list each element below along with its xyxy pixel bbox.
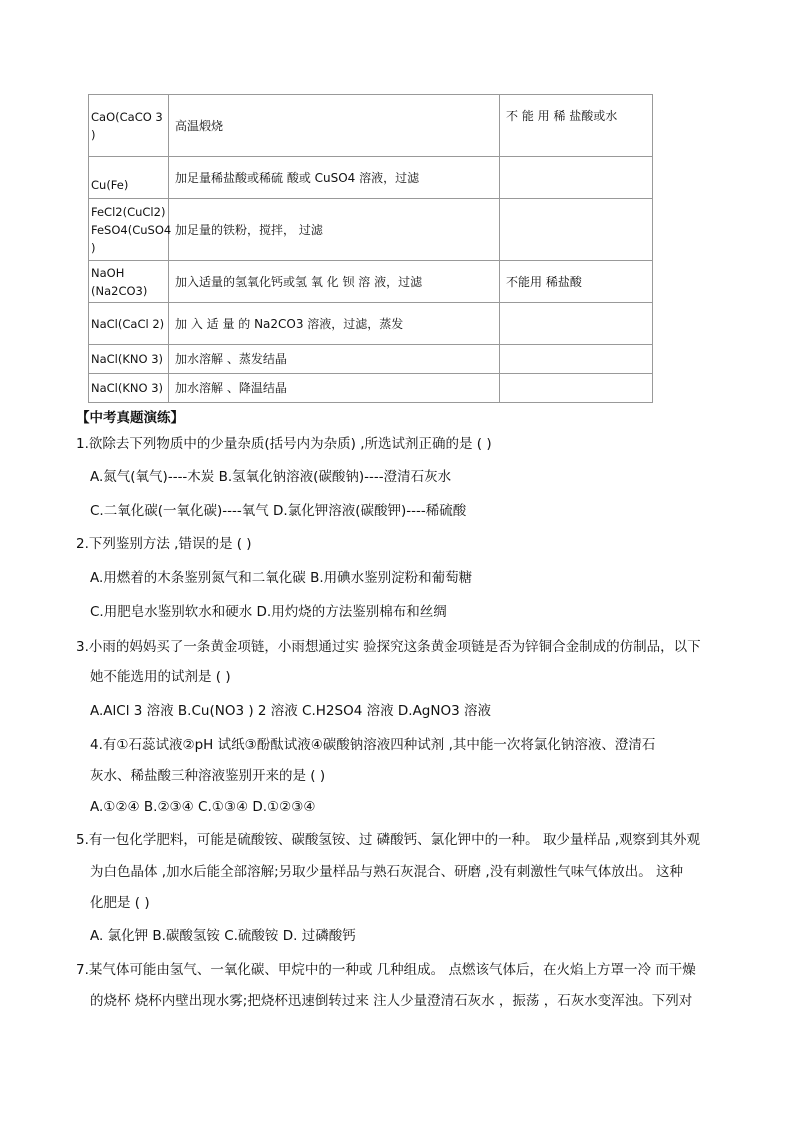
question-4-options: A.①②④ B.②③④ C.①③④ D.①②③④ (90, 799, 316, 815)
table-row (89, 345, 653, 374)
note-cell (500, 374, 653, 403)
question-3-line-1: 3.小雨的妈妈买了一条黄金项链，小雨想通过实 验探究这条黄金项链是否为锌铜合金制成的仿制品，以下 (76, 639, 701, 655)
question-5-line-3: 化肥是 ( ) (90, 895, 150, 911)
substance-cell: Cu(Fe) (89, 157, 169, 199)
method-cell: 加足量稀盐酸或稀硫 酸或 CuSO4 溶液，过滤 (169, 157, 500, 199)
note-cell: 不 能 用 稀 盐酸或水 (500, 95, 653, 157)
method-cell: 加入适量的氢氧化钙或氢 氧 化 钡 溶 液，过滤 (169, 261, 500, 303)
substance-cell: NaCl(CaCl 2) (89, 303, 169, 345)
method-cell: 高温煅烧 (169, 95, 500, 157)
question-7-line-2: 的烧杯 烧杯内壁出现水雾;把烧杯迅速倒转过来 注人少量澄清石灰水 ，振荡 ，石灰水变浑浊。下列对 (90, 993, 693, 1009)
table-row (89, 374, 653, 403)
substance-cell: FeCl2(CuCl2) FeSO4(CuSO4 ) (89, 199, 169, 261)
table-row (89, 261, 653, 303)
purification-table (88, 94, 653, 403)
substance-cell: NaCl(KNO 3) (89, 374, 169, 403)
note-cell (500, 345, 653, 374)
question-1: 1.欲除去下列物质中的少量杂质(括号内为杂质) ,所选试剂正确的是 ( ) (76, 436, 492, 452)
note-cell (500, 157, 653, 199)
method-cell: 加水溶解 、降温结晶 (169, 374, 500, 403)
method-cell: 加 入 适 量 的 Na2CO3 溶液，过滤，蒸发 (169, 303, 500, 345)
substance-cell: NaOH (Na2CO3) (89, 261, 169, 303)
question-3-options: A.AlCl 3 溶液 B.Cu(NO3 ) 2 溶液 C.H2SO4 溶液 D.AgNO3 溶液 (90, 703, 491, 719)
substance-cell: NaCl(KNO 3) (89, 345, 169, 374)
question-1-options-ab: A.氮气(氧气)----木炭 B.氢氧化钠溶液(碳酸钠)----澄清石灰水 (90, 469, 452, 485)
table-row (89, 95, 653, 157)
question-3-line-2: 她不能选用的试剂是 ( ) (90, 669, 231, 685)
question-4-line-2: 灰水、稀盐酸三种溶液鉴别开来的是 ( ) (90, 768, 326, 784)
question-7-line-1: 7.某气体可能由氢气、一氧化碳、甲烷中的一种或 几种组成。 点燃该气体后，在火焰上方罩一冷 而干燥 (76, 962, 696, 978)
table-row (89, 199, 653, 261)
question-5-line-2: 为白色晶体 ,加水后能全部溶解;另取少量样品与熟石灰混合、研磨 ,没有刺激性气味气体放出。 这种 (90, 864, 684, 880)
question-2-options-ab: A.用燃着的木条鉴别氮气和二氧化碳 B.用碘水鉴别淀粉和葡萄糖 (90, 570, 473, 586)
note-cell: 不能用 稀盐酸 (500, 261, 653, 303)
method-cell: 加水溶解 、蒸发结晶 (169, 345, 500, 374)
table-row (89, 157, 653, 199)
section-title: 【中考真题演练】 (76, 410, 184, 426)
table-row (89, 303, 653, 345)
substance-cell: CaO(CaCO 3 ) (89, 95, 169, 157)
question-5-line-1: 5.有一包化学肥料，可能是硫酸铵、碳酸氢铵、过 磷酸钙、氯化钾中的一种。 取少量样品 ,观察到其外观 (76, 832, 701, 848)
question-5-options: A. 氯化钾 B.碳酸氢铵 C.硫酸铵 D. 过磷酸钙 (90, 928, 356, 944)
question-1-options-cd: C.二氧化碳(一氧化碳)----氧气 D.氯化钾溶液(碳酸钾)----稀硫酸 (90, 503, 467, 519)
note-cell (500, 199, 653, 261)
note-cell (500, 303, 653, 345)
method-cell: 加足量的铁粉，搅拌， 过滤 (169, 199, 500, 261)
question-2: 2.下列鉴别方法 ,错误的是 ( ) (76, 536, 252, 552)
question-2-options-cd: C.用肥皂水鉴别软水和硬水 D.用灼烧的方法鉴别棉布和丝绸 (90, 604, 447, 620)
question-4-line-1: 4.有①石蕊试液②pH 试纸③酚酞试液④碳酸钠溶液四种试剂 ,其中能一次将氯化钠溶液、澄清石 (90, 737, 656, 753)
